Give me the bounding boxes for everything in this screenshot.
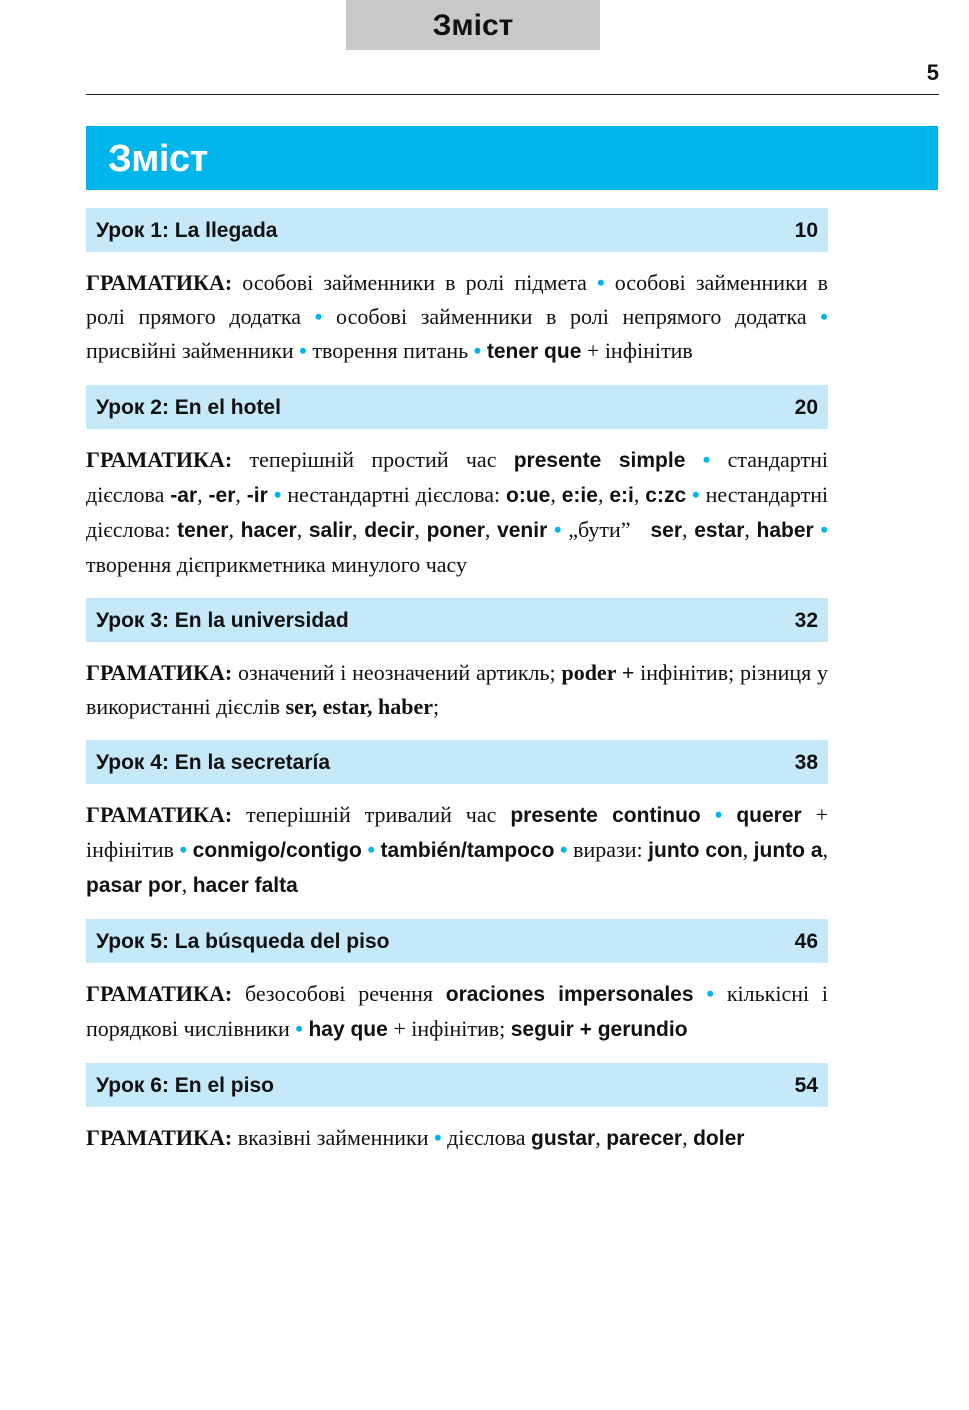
grammar-term: doler [693,1127,745,1150]
grammar-item: теперішній тривалий час [246,802,511,827]
grammar-item: „бути” [568,517,651,542]
grammar-term: salir [308,519,353,542]
separator: , [744,517,757,542]
separator: , [235,482,247,507]
separator: , [197,482,209,507]
lesson-5-title: Урок 5: La búsqueda del piso [96,930,390,953]
lesson-6-bar[interactable] [86,1063,828,1107]
grammar-item: ; [433,694,440,719]
bullet-icon: • [299,338,307,363]
grammar-item: вирази: [573,837,649,862]
grammar-item: особові займенники в ролі прямого додатка [86,270,828,329]
bullet-icon: • [179,837,188,862]
page-number: 5 [926,60,939,85]
grammar-item: + інфінітив [581,338,693,363]
grammar-term: gustar [531,1127,596,1150]
grammar-label: ГРАМАТИКА: [86,660,233,685]
bullet-icon: • [692,482,700,507]
bullet-icon: • [820,304,828,329]
grammar-term: ser, estar, haber [285,694,434,719]
grammar-term: -er [208,484,236,507]
grammar-item: інфінітив; різниця у використанні дієслів [86,660,829,719]
lesson-2-grammar [86,443,828,582]
grammar-term: seguir + gerundio [510,1018,688,1041]
separator: , [682,1125,694,1150]
lesson-6-grammar [86,1121,828,1156]
separator: , [682,517,695,542]
grammar-term: e:ie [561,484,598,507]
grammar-term: junto con [648,839,743,862]
grammar-term: -ar [170,484,198,507]
grammar-item: особові займенники в ролі підмета [242,270,587,295]
grammar-label: ГРАМАТИКА: [86,1125,233,1150]
lesson-6-title: Урок 6: En el piso [96,1074,274,1097]
lesson-2-bar[interactable] [86,385,828,429]
grammar-term: hacer falta [192,874,298,897]
grammar-item: означений і неозначений артикль; [237,660,562,685]
grammar-label: ГРАМАТИКА: [86,447,233,472]
grammar-term: parecer [606,1127,683,1150]
separator: , [597,482,610,507]
grammar-term: decir [364,519,415,542]
lesson-3-title: Урок 3: En la universidad [96,609,349,632]
grammar-item: безособові речення [244,981,446,1006]
grammar-term: pasar por [86,874,182,897]
grammar-term: junto a [753,839,823,862]
header-tab-title: Зміст [346,0,600,50]
grammar-term: hacer [240,519,297,542]
separator: , [352,517,365,542]
bullet-icon: • [714,802,723,827]
lesson-6-page: 54 [794,1074,818,1097]
grammar-term: poder + [561,660,635,685]
grammar-term: tener que [486,340,582,363]
grammar-term: o:ue [506,484,551,507]
grammar-term: poner [426,519,485,542]
grammar-item: кількісні і порядкові числівники [86,981,828,1041]
grammar-term: tener [177,519,229,542]
bullet-icon: • [473,338,482,363]
lesson-5-page: 46 [794,930,818,953]
lesson-4-bar[interactable] [86,740,828,784]
grammar-label: ГРАМАТИКА: [86,270,233,295]
grammar-item: творення дієприкметника минулого часу [86,552,467,577]
grammar-item: нестандартні дієслова: [86,482,829,542]
lesson-2-page: 20 [794,396,818,419]
lesson-5-bar[interactable] [86,919,828,963]
separator: , [742,837,754,862]
grammar-item: творення питань [312,338,469,363]
grammar-term: presente simple [513,449,686,472]
lesson-2-title: Урок 2: En el hotel [96,396,281,419]
grammar-term: querer [736,804,802,827]
separator: , [228,517,241,542]
grammar-item: вказівні займенники [237,1125,429,1150]
grammar-term: hay que [308,1018,388,1041]
grammar-term: venir [497,519,548,542]
header-rule [86,94,939,95]
lesson-4-title: Урок 4: En la secretaría [96,751,331,774]
bullet-icon: • [820,517,829,542]
grammar-item: дієслова [447,1125,532,1150]
lesson-3-page: 32 [794,609,818,632]
grammar-item: особові займенники в ролі непрямого додатка [336,304,807,329]
grammar-label: ГРАМАТИКА: [86,981,233,1006]
bullet-icon: • [706,981,715,1006]
grammar-term: estar [694,519,745,542]
grammar-term: también/tampoco [380,839,555,862]
lesson-1-grammar [86,266,828,369]
grammar-term: presente continuo [510,804,701,827]
grammar-item: + інфінітив [86,802,828,862]
grammar-term: e:i [609,484,634,507]
grammar-term: c:zc [645,484,687,507]
grammar-term: -ir [246,484,268,507]
grammar-item: теперішній простий час [249,447,514,472]
bullet-icon: • [314,304,323,329]
grammar-term: ser [650,519,683,542]
separator: , [550,482,562,507]
lesson-3-bar[interactable] [86,598,828,642]
bullet-icon: • [295,1016,303,1041]
lesson-1-bar[interactable] [86,208,828,252]
table-of-contents [86,208,828,1172]
bullet-icon: • [273,482,282,507]
lesson-1-title: Урок 1: La llegada [96,219,278,242]
bullet-icon: • [433,1125,442,1150]
separator: , [484,517,498,542]
separator: , [414,517,427,542]
bullet-icon: • [553,517,562,542]
grammar-term: oraciones impersonales [445,983,694,1006]
lesson-3-grammar [86,656,828,724]
grammar-item: нестандартні дієслова: [287,482,507,507]
grammar-label: ГРАМАТИКА: [86,802,233,827]
grammar-item: стандартні дієслова [86,447,828,507]
grammar-term: haber [756,519,814,542]
bullet-icon: • [559,837,568,862]
page-title: Зміст [108,138,208,180]
title-banner [86,126,938,190]
separator: , [822,837,829,862]
bullet-icon: • [596,270,605,295]
lesson-1-page: 10 [794,219,818,242]
separator: , [296,517,309,542]
lesson-5-grammar [86,977,828,1047]
separator: , [633,482,646,507]
grammar-item: + інфінітив; [387,1016,511,1041]
grammar-term: conmigo/contigo [192,839,362,862]
grammar-item: присвійні займенники [86,338,294,363]
bullet-icon: • [367,837,376,862]
bullet-icon: • [702,447,711,472]
lesson-4-grammar [86,798,828,903]
lesson-4-page: 38 [794,751,818,774]
separator: , [595,1125,607,1150]
separator: , [181,872,193,897]
